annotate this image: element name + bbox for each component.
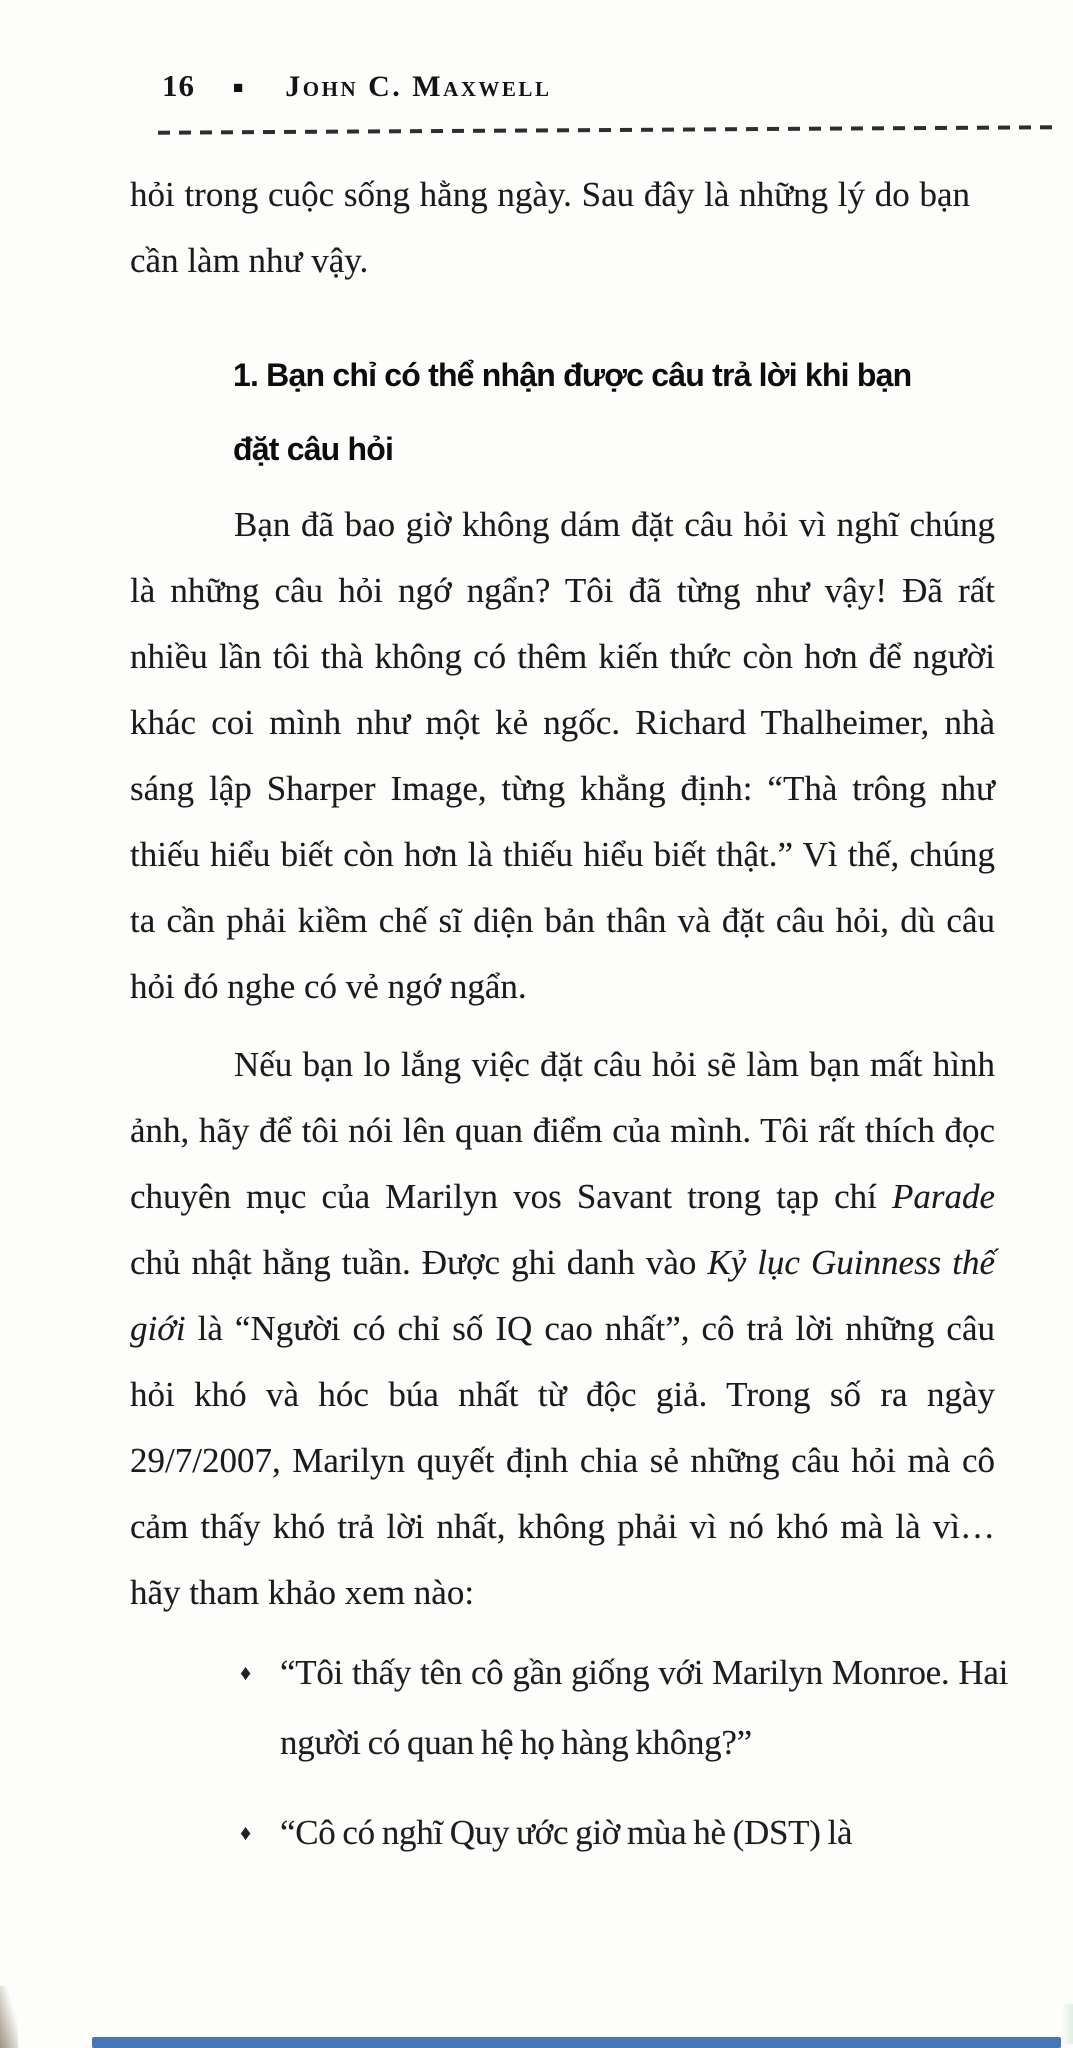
diamond-bullet-icon: ♦ <box>240 1659 252 1685</box>
bottom-accent-bar <box>92 2037 1061 2048</box>
list-item <box>240 1638 1008 1778</box>
book-title: Kỷ lục Guinness thế giới <box>130 1242 995 1348</box>
paragraph-text: là “Người có chỉ số IQ cao nhất”, cô trả lời những câu hỏi khó và hóc búa nhất từ độc giả. Trong số ra ngày 29/7/2007, Marilyn quyết định chia sẻ những câu hỏi mà cô cảm thấy khó trả lời nhất, không phải vì nó khó mà là vì… hãy tham khảo xem nào: <box>130 1308 995 1612</box>
bullet-list <box>130 1638 1008 1868</box>
paragraph-2 <box>130 1032 995 1626</box>
scan-artifact <box>0 1986 18 2048</box>
section-heading: 1. Bạn chỉ có thể nhận được câu trả lời khi bạn đặt câu hỏi <box>233 356 912 467</box>
bullet-text: “Cô có nghĩ Quy ước giờ mùa hè (DST) là <box>280 1812 853 1852</box>
paragraph-continuation: hỏi trong cuộc sống hằng ngày. Sau đây là những lý do bạn cần làm như vậy. <box>130 174 970 280</box>
paragraph-text: chủ nhật hằng tuần. Được ghi danh vào <box>130 1242 708 1282</box>
scan-artifact <box>1059 2004 1073 2044</box>
page-header <box>162 68 995 104</box>
page-number: 16 <box>162 68 195 103</box>
square-bullet-icon: ■ <box>233 78 244 97</box>
diamond-bullet-icon: ♦ <box>240 1819 252 1845</box>
paragraph-1: Bạn đã bao giờ không dám đặt câu hỏi vì nghĩ chúng là những câu hỏi ngớ ngẩn? Tôi đã từng như vậy! Đã rất nhiều lần tôi thà không có thêm kiến thức còn hơn để người khác coi mình như một kẻ ngốc. Richard Thalheimer, nhà sáng lập Sharper Image, từng khẳng định: “Thà trông như thiếu hiểu biết còn hơn là thiếu hiểu biết thật.” Vì thế, chúng ta cần phải kiềm chế sĩ diện bản thân và đặt câu hỏi, dù câu hỏi đó nghe có vẻ ngớ ngẩn. <box>130 504 995 1006</box>
magazine-title: Parade <box>891 1176 995 1216</box>
list-item <box>240 1798 1008 1868</box>
paragraph-text: Nếu bạn lo lắng việc đặt câu hỏi sẽ làm bạn mất hình ảnh, hãy để tôi nói lên quan điểm của mình. Tôi rất thích đọc chuyên mục của Marilyn vos Savant trong tạp chí <box>130 1044 995 1216</box>
running-title: John C. Maxwell <box>285 70 552 103</box>
dashed-divider <box>158 125 1057 134</box>
bullet-text: “Tôi thấy tên cô gần giống với Marilyn Monroe. Hai người có quan hệ họ hàng không?” <box>280 1652 1008 1762</box>
